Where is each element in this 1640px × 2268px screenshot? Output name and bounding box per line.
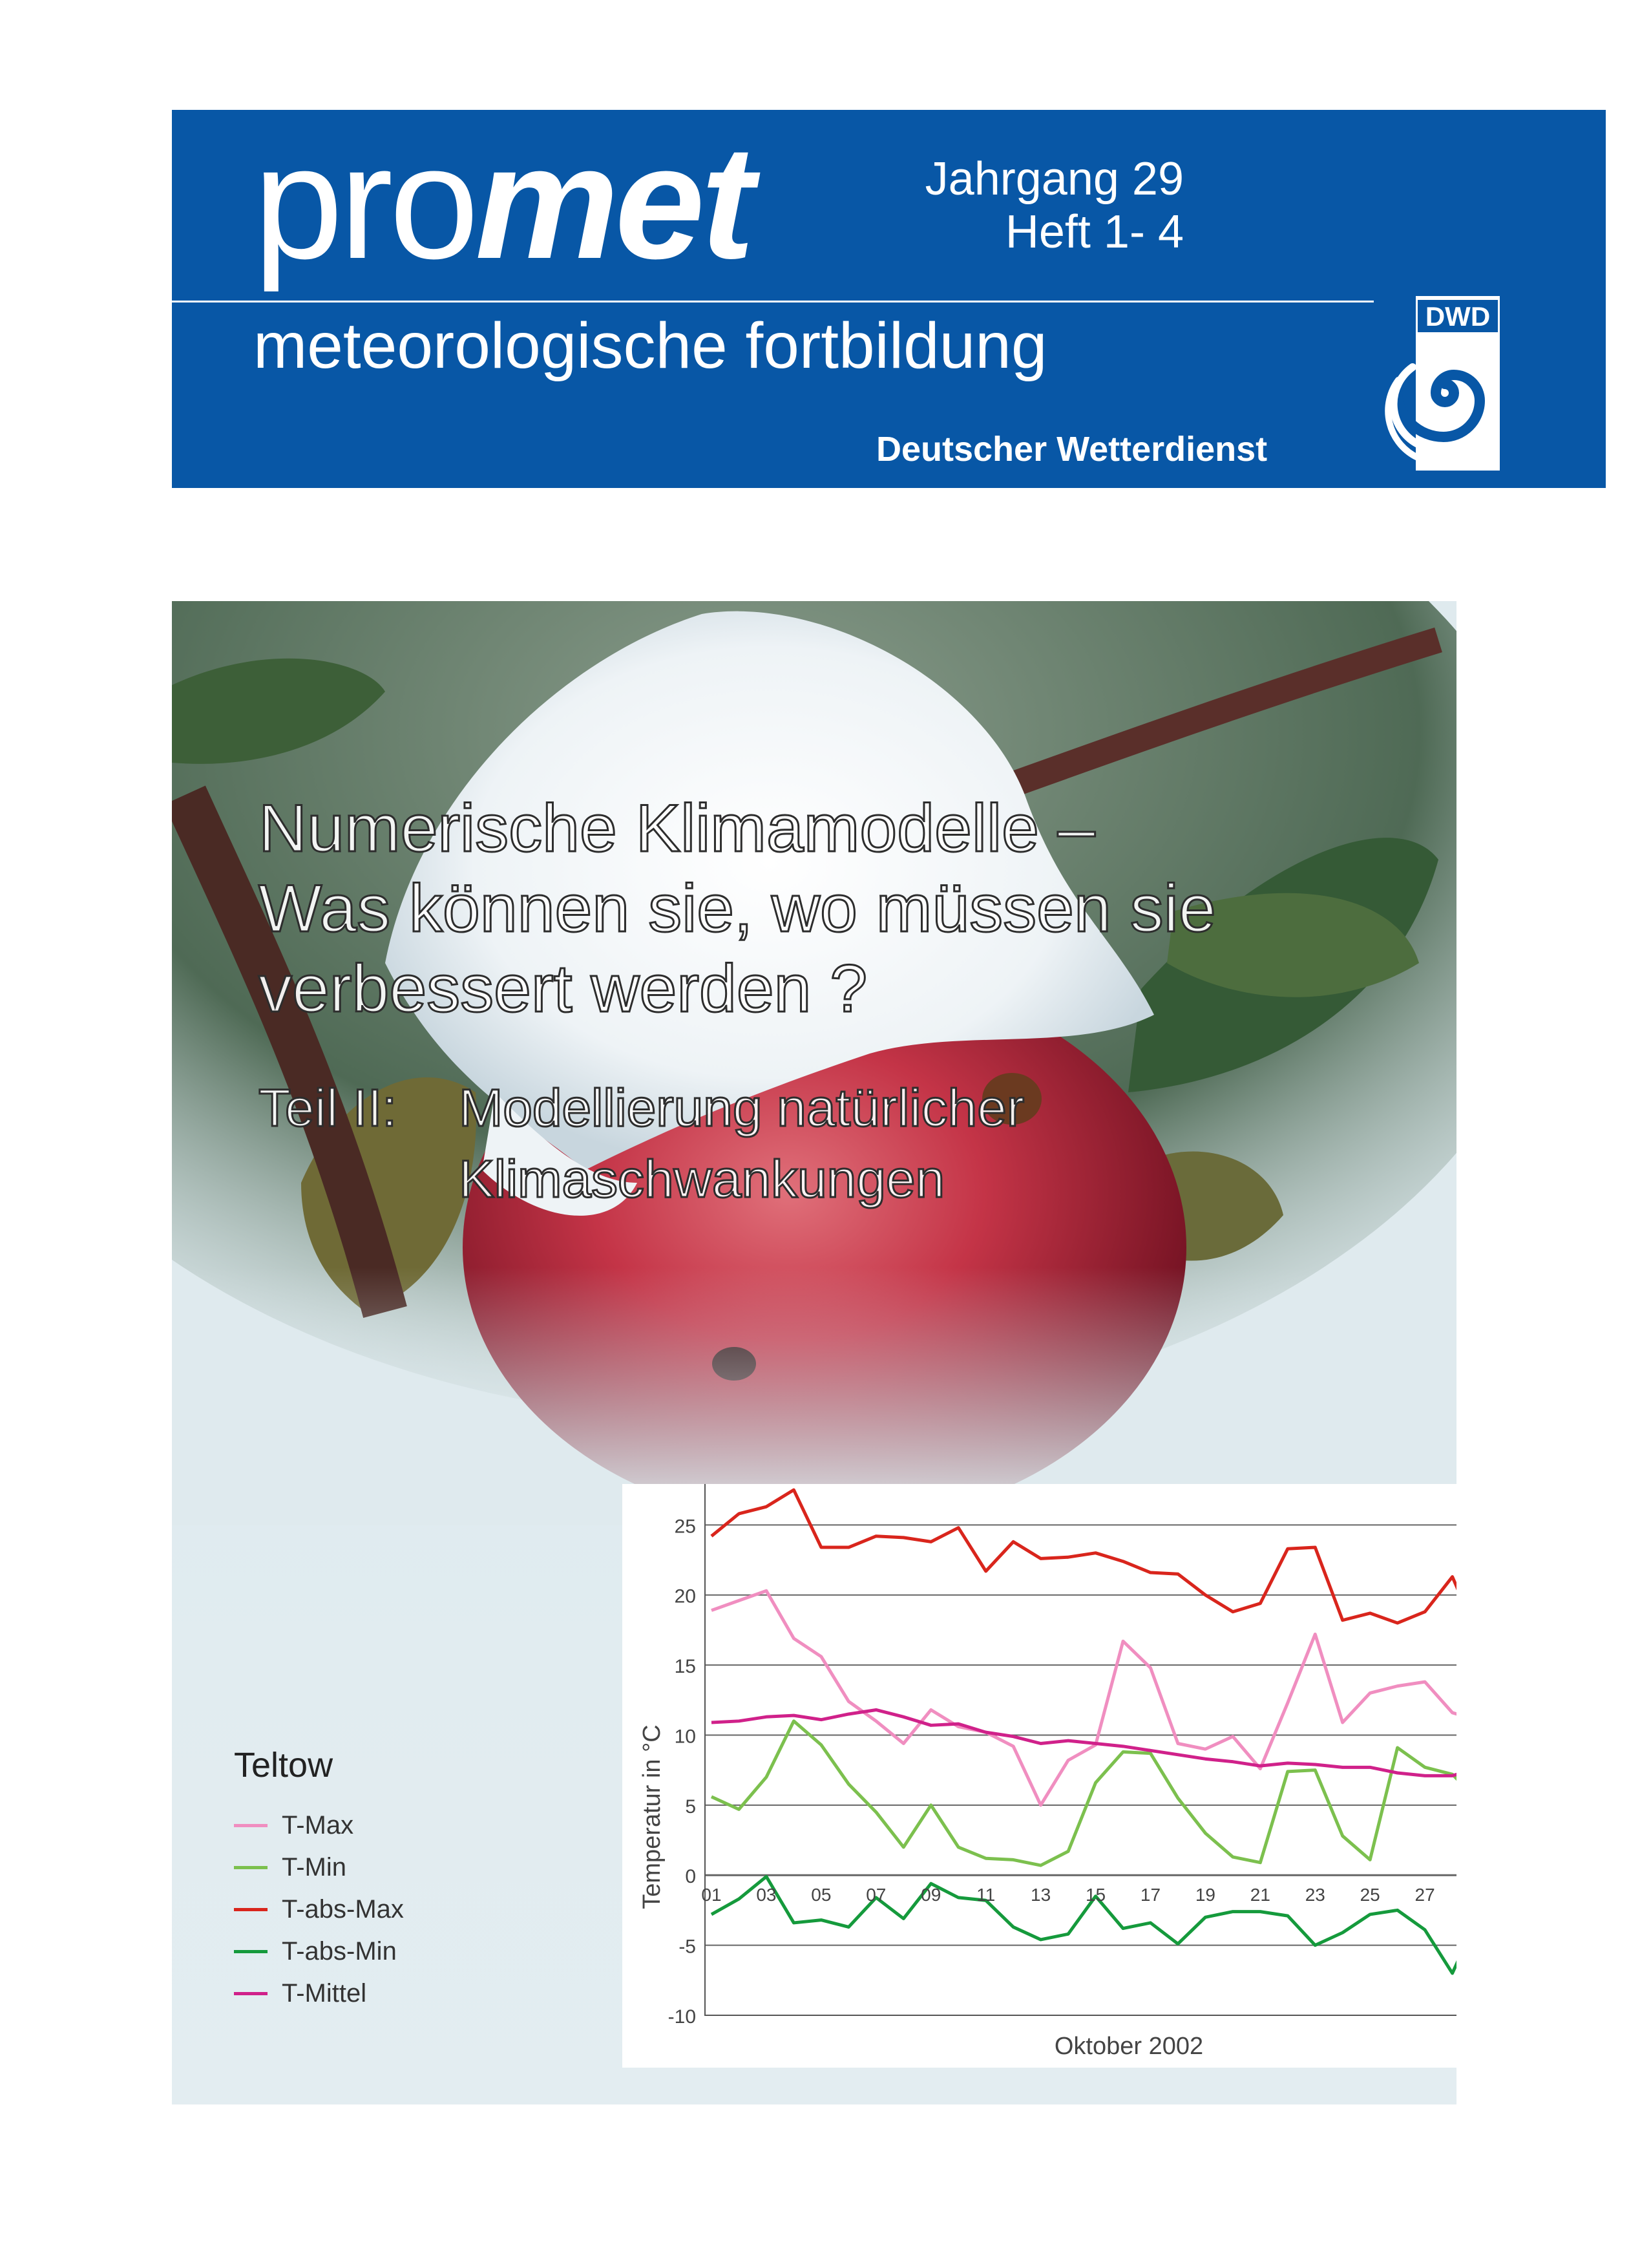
legend-label: T-Min (282, 1853, 346, 1881)
apple-snow-photo (172, 601, 1456, 1525)
legend-label: T-abs-Max (282, 1895, 404, 1924)
legend-swatch (234, 1950, 268, 1953)
x-tick-label: 09 (921, 1885, 941, 1905)
cover-headline (258, 789, 1422, 1029)
y-tick-label: 15 (674, 1656, 696, 1678)
x-tick-label: 25 (1360, 1885, 1380, 1905)
header-divider (172, 301, 1374, 302)
journal-subtitle: meteorologische fortbildung (253, 310, 1047, 382)
x-tick-label: 19 (1195, 1885, 1215, 1905)
part-label: Teil II: (258, 1079, 397, 1138)
x-tick-label: 01 (701, 1885, 722, 1905)
x-tick-label: 11 (976, 1885, 996, 1905)
y-tick-label: 25 (674, 1516, 696, 1538)
legend-label: T-Mittel (282, 1979, 367, 2008)
issue-info (858, 153, 1184, 259)
headline-line-1: Numerische Klimamodelle – (258, 791, 1095, 866)
x-tick-label: 27 (1414, 1885, 1435, 1905)
part-title-line-1: Modellierung natürlicher (459, 1079, 1025, 1138)
legend-swatch (234, 1908, 268, 1911)
y-tick-label: 5 (685, 1796, 696, 1818)
legend-item (234, 1973, 492, 2015)
y-tick-label: 0 (685, 1866, 696, 1888)
publisher-name: Deutscher Wetterdienst (876, 430, 1268, 469)
x-tick-label: 23 (1305, 1885, 1325, 1905)
y-tick-label: -10 (668, 2006, 696, 2028)
x-tick-label: 13 (1031, 1885, 1051, 1905)
dwd-logo-text: DWD (1425, 301, 1491, 332)
x-tick-label: 21 (1250, 1885, 1270, 1905)
legend-item (234, 1889, 492, 1931)
promet-logo (253, 112, 751, 292)
y-axis-label: Temperatur in °C (638, 1724, 666, 1909)
headline-line-2: Was können sie, wo müssen sie (258, 871, 1216, 946)
dwd-logo-icon (1348, 296, 1503, 471)
legend-label: T-abs-Min (282, 1937, 397, 1966)
cover-image (172, 601, 1545, 2104)
legend-swatch (234, 1992, 268, 1995)
legend-swatch (234, 1824, 268, 1827)
legend-title: Teltow (234, 1746, 333, 1785)
legend-label: T-Max (282, 1811, 354, 1839)
legend-item (234, 1931, 492, 1973)
part-title-line-2: Klimaschwankungen (459, 1150, 945, 1209)
y-tick-label: 20 (674, 1585, 696, 1607)
y-tick-label: -5 (678, 1936, 696, 1958)
headline-line-3: verbessert werden ? (258, 951, 868, 1026)
x-tick-label: 07 (866, 1885, 887, 1905)
x-tick-labels: 01 03 05 07 09 11 13 15 17 19 21 23 25 27 29 31 (701, 1885, 1545, 1905)
logo-pro: pro (253, 112, 476, 292)
chart-background (622, 1484, 1545, 2068)
x-axis-label: Oktober 2002 (1054, 2033, 1204, 2060)
logo-met: met (475, 112, 751, 292)
x-tick-label: 03 (756, 1885, 777, 1905)
temperature-chart (622, 1484, 1545, 2068)
legend-items (234, 1805, 492, 2015)
x-tick-label: 17 (1140, 1885, 1161, 1905)
issue-label: Heft 1- 4 (1005, 206, 1184, 258)
masthead (172, 110, 1606, 488)
legend-swatch (234, 1866, 268, 1869)
chart-legend (234, 1745, 492, 2015)
volume-label: Jahrgang 29 (925, 153, 1184, 205)
x-tick-label: 05 (811, 1885, 832, 1905)
legend-item (234, 1805, 492, 1847)
legend-item (234, 1847, 492, 1889)
x-tick-label: 15 (1085, 1885, 1106, 1905)
y-tick-label: 10 (674, 1726, 696, 1748)
